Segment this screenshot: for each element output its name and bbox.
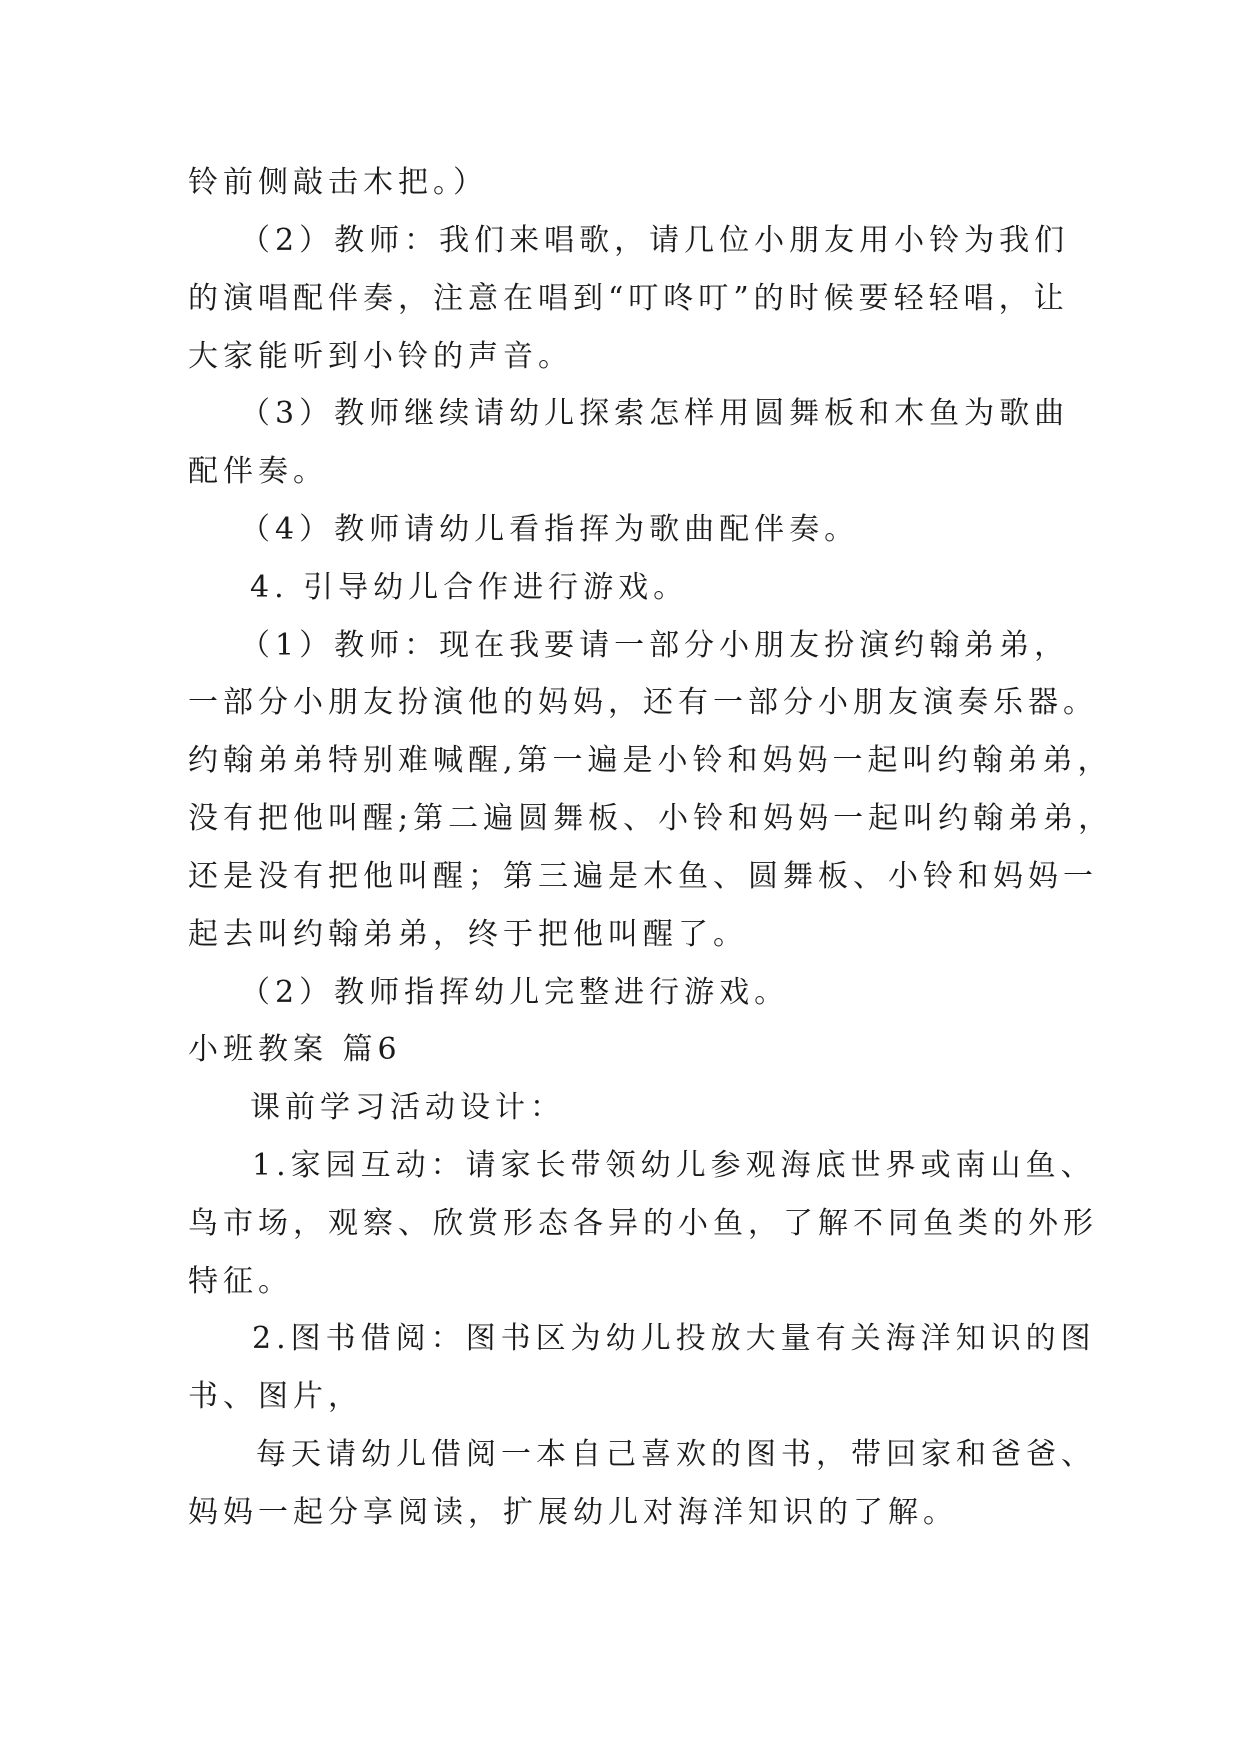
text-line: 还是没有把他叫醒；第三遍是木鱼、圆舞板、小铃和妈妈一 <box>188 859 1098 894</box>
text-line: 配伴奏。 <box>188 454 328 489</box>
text-line: （1）教师：现在我要请一部分小朋友扮演约翰弟弟， <box>240 628 1070 663</box>
text-line: （3）教师继续请幼儿探索怎样用圆舞板和木鱼为歌曲 <box>240 396 1070 431</box>
text-line: 大家能听到小铃的声音。 <box>188 339 573 374</box>
text-line: 1.家园互动：请家长带领幼儿参观海底世界或南山鱼、 <box>252 1148 1096 1183</box>
text-line: 4. 引导幼儿合作进行游戏。 <box>250 570 689 605</box>
text-line: 2.图书借阅：图书区为幼儿投放大量有关海洋知识的图 <box>252 1321 1096 1356</box>
section-heading: 小班教案 篇6 <box>188 1032 402 1067</box>
text-line: 约翰弟弟特别难喊醒,第一遍是小铃和妈妈一起叫约翰弟弟， <box>188 743 1113 778</box>
text-line: （4）教师请幼儿看指挥为歌曲配伴奏。 <box>240 512 860 547</box>
text-line: （2）教师指挥幼儿完整进行游戏。 <box>240 975 790 1010</box>
text-line: 鸟市场，观察、欣赏形态各异的小鱼，了解不同鱼类的外形 <box>188 1206 1098 1241</box>
text-line: 一部分小朋友扮演他的妈妈，还有一部分小朋友演奏乐器。 <box>188 685 1098 720</box>
text-line: 没有把他叫醒;第二遍圆舞板、小铃和妈妈一起叫约翰弟弟， <box>188 801 1114 836</box>
text-line: 课前学习活动设计： <box>250 1090 565 1125</box>
text-line: （2）教师：我们来唱歌，请几位小朋友用小铃为我们 <box>240 223 1070 258</box>
text-line: 起去叫约翰弟弟，终于把他叫醒了。 <box>188 917 748 952</box>
text-line: 的演唱配伴奏，注意在唱到“叮咚叮”的时候要轻轻唱，让 <box>188 281 1069 316</box>
text-line: 妈妈一起分享阅读，扩展幼儿对海洋知识的了解。 <box>188 1495 958 1530</box>
text-line: 铃前侧敲击木把。） <box>188 165 488 200</box>
text-line: 特征。 <box>188 1264 293 1299</box>
text-line: 每天请幼儿借阅一本自己喜欢的图书，带回家和爸爸、 <box>256 1437 1096 1472</box>
text-line: 书、图片， <box>188 1379 363 1414</box>
